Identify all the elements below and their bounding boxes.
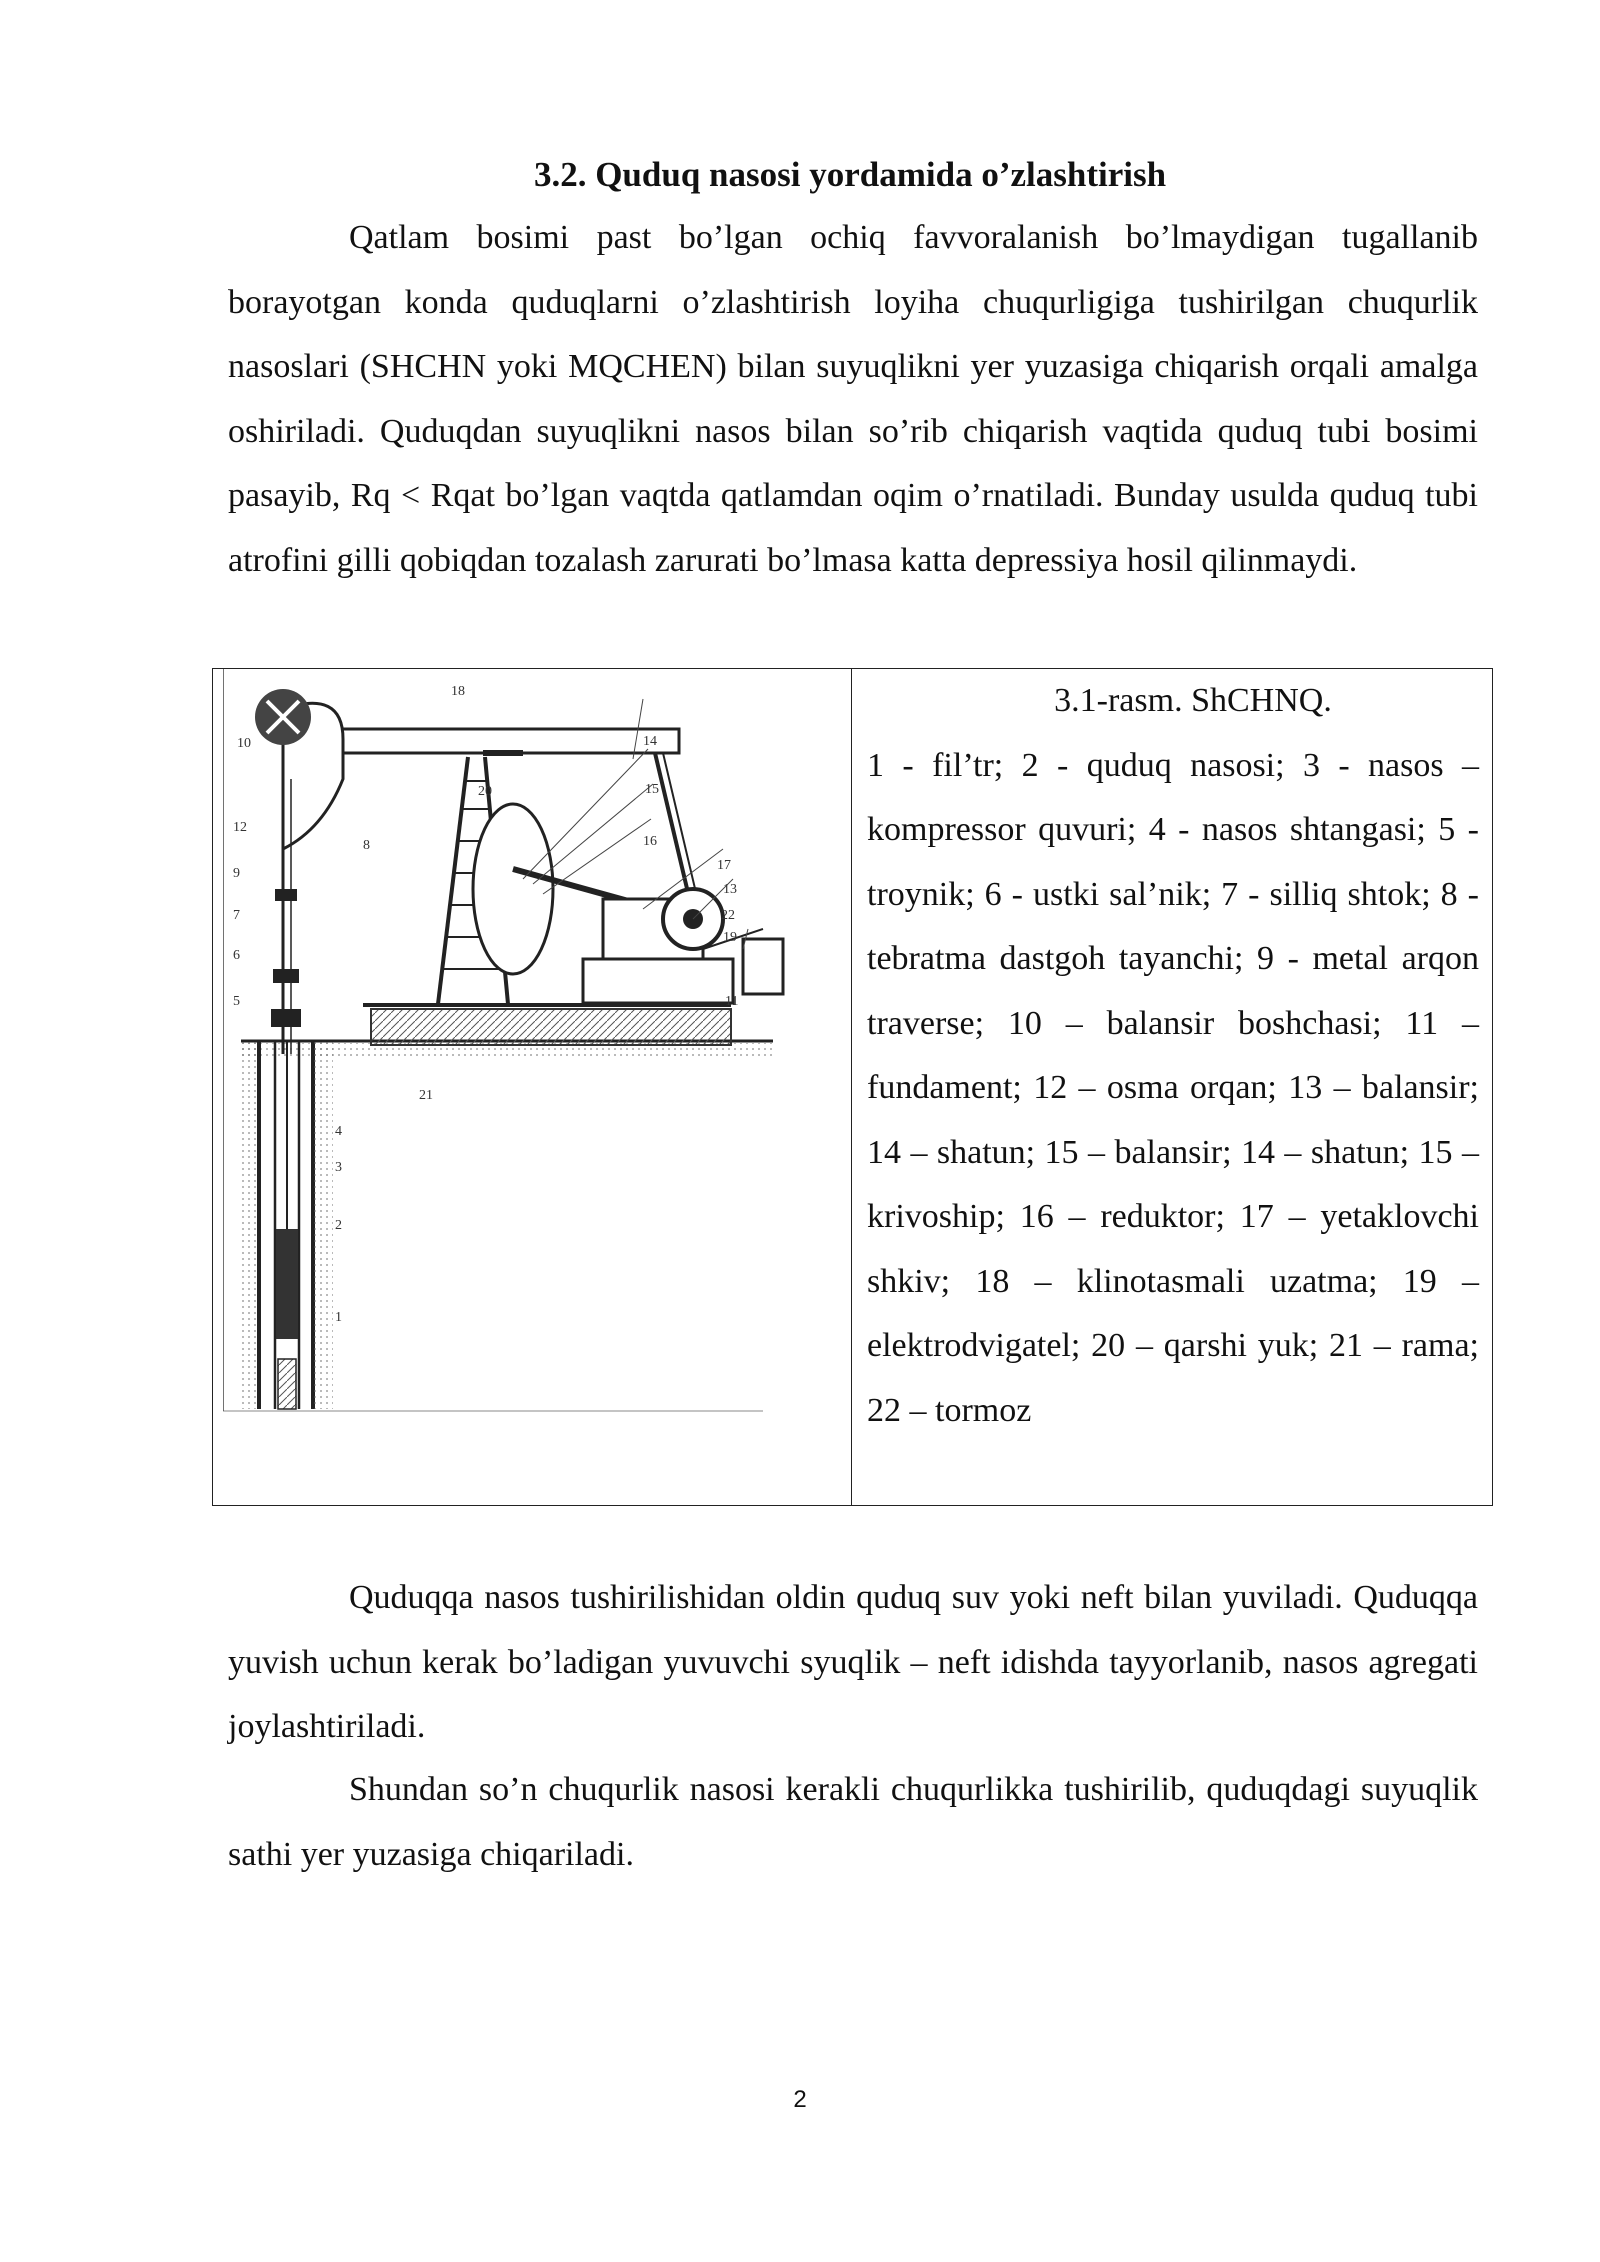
figure-cell [223, 669, 843, 1429]
diagram-label: 18 [451, 684, 465, 699]
figure-caption: 3.1-rasm. ShCHNQ. [1054, 682, 1332, 719]
wash-paragraph: Quduqqa nasos tushirilishidan oldin quduq suv yoki neft bilan yuviladi. Quduqqa yuvish uchun kerak bo’ladigan yuvuvchi syuqlik – neft idishda tayyorlanib, nasos agregati joylashtiriladi. [228, 1579, 1478, 1745]
diagram-label: 4 [335, 1124, 342, 1139]
diagram-label: 9 [233, 866, 240, 881]
figure-legend: 1 - fil’tr; 2 - quduq nasosi; 3 - nasos – kompressor quvuri; 4 - nasos shtangasi; 5 - troynik; 6 - ustki sal’nik; 7 - silliq shtok; 8 - tebratma dastgoh tayanchi; 9 - metal arqon traverse; 10 – balansir boshchasi; 11 – fundament; 12 – osma orqan; 13 – balansir; 14 – shatun; 15 – balansir; 14 – shatun; 15 – krivoship; 16 – reduktor; 17 – yetaklovchi shkiv; 18 – klinotasmali uzatma; 19 – elektrodvigatel; 20 – qarshi yuk; 21 – rama; 22 – tormoz [867, 746, 1479, 1429]
diagram-label: 14 [643, 734, 657, 749]
diagram-label: 7 [233, 908, 240, 923]
diagram-label: 11 [725, 994, 739, 1009]
lowering-paragraph: Shundan so’n chuqurlik nasosi kerakli chuqurlikka tushirilib, quduqdagi suyuqlik sathi yer yuzasiga chiqariladi. [228, 1771, 1478, 1873]
diagram-label: 5 [233, 994, 240, 1009]
diagram-label: 13 [723, 882, 737, 897]
diagram-label: 21 [419, 1088, 433, 1103]
diagram-label: 19 [723, 930, 737, 945]
diagram-label: 8 [363, 838, 370, 853]
diagram-label: 10 [237, 736, 251, 751]
diagram-label: 6 [233, 948, 240, 963]
table-column-divider [851, 669, 852, 1505]
diagram-label: 1 [335, 1310, 342, 1325]
intro-paragraph: Qatlam bosimi past bo’lgan ochiq favvoralanish bo’lmaydigan tugallanib borayotgan konda quduqlarni o’zlashtirish loyiha chuqurligiga tushirilgan chuqurlik nasoslari (SHCHN yoki MQCHEN) bilan suyuqlikni yer yuzasiga chiqarish orqali amalga oshiriladi. Quduqdan suyuqlikni nasos bilan so’rib chiqarish vaqtida quduq tubi bosimi pasayib, Rq < Rqat bo’lgan vaqtda qatlamdan oqim o’rnatiladi. Bunday usulda quduq tubi atrofini gilli qobiqdan tozalash zarurati bo’lmasa katta depressiya hosil qilinmaydi. [228, 219, 1478, 579]
diagram-label: 16 [643, 834, 657, 849]
section-title: 3.2. Quduq nasosi yordamida o’zlashtirish [533, 155, 1167, 194]
figure-legend-cell [867, 669, 1479, 1443]
diagram-label: 3 [335, 1160, 342, 1175]
diagram-label: 17 [717, 858, 731, 873]
diagram-label: 15 [645, 782, 659, 797]
page-number: 2 [793, 2086, 807, 2113]
diagram-label: 12 [233, 820, 247, 835]
diagram-label: 2 [335, 1218, 342, 1233]
diagram-label: 20 [478, 784, 492, 799]
pump-jack-diagram [223, 669, 843, 1429]
diagram-label: 22 [721, 908, 735, 923]
figure-table [212, 668, 1493, 1506]
